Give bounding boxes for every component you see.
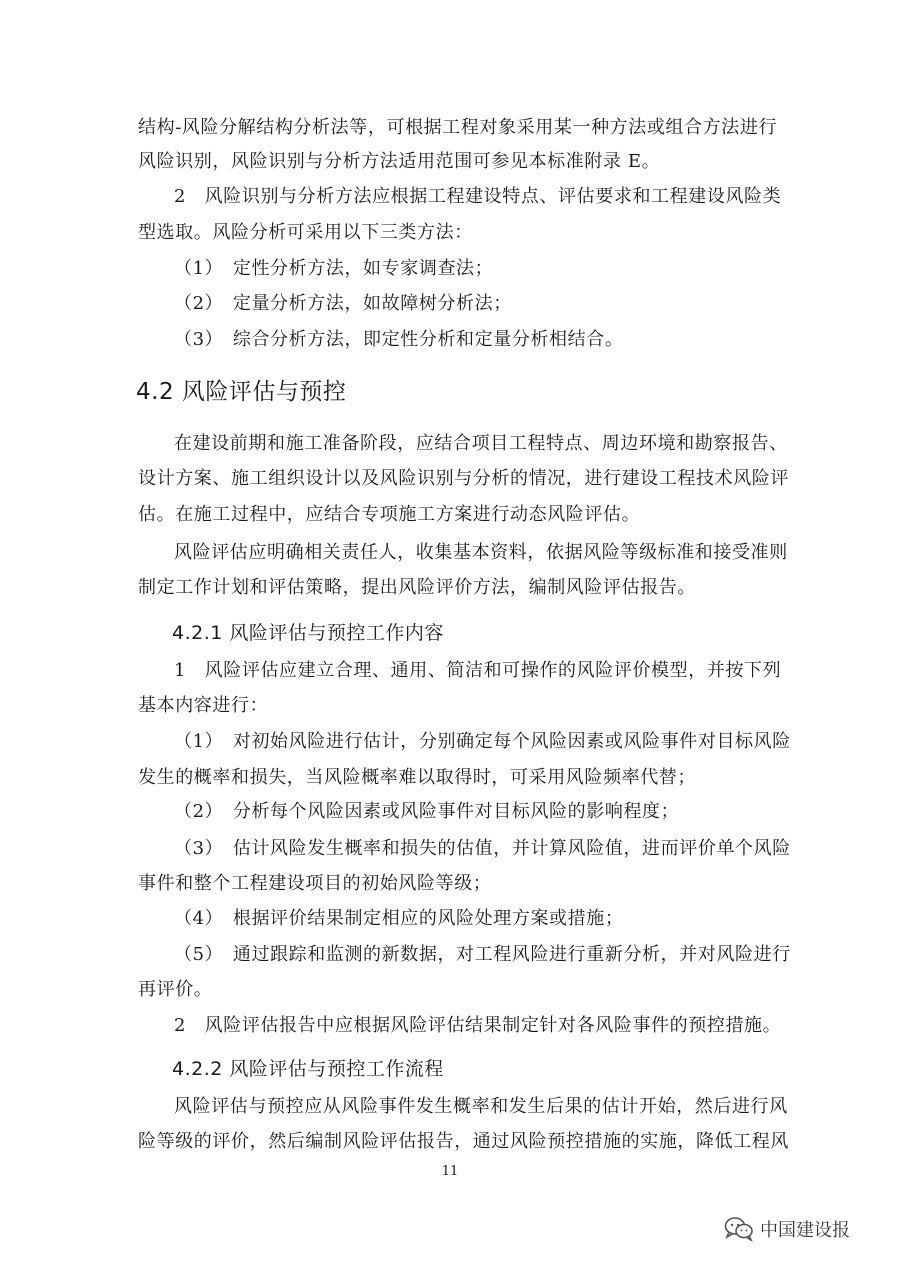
body-line: 2 风险评估报告中应根据风险评估结果制定针对各风险事件的预控措施。 [174,1015,782,1036]
page-number: 11 [441,1164,459,1179]
list-item: （1） 对初始风险进行估计，分别确定每个风险因素或风险事件对目标风险 [174,731,791,752]
list-item-cont: 发生的概率和损失，当风险概率难以取得时，可采用风险频率代替； [138,767,696,788]
paragraph-line: 制定工作计划和评估策略，提出风险评价方法，编制风险评估报告。 [138,577,696,598]
list-item: （2） 定量分析方法，如故障树分析法； [174,293,512,314]
section-heading-4-2-2: 4.2.2 风险评估与预控工作流程 [172,1058,444,1080]
watermark [724,1216,850,1242]
paragraph-line: 设计方案、施工组织设计以及风险识别与分析的情况，进行建设工程技术风险评 [138,468,789,489]
list-item: （5） 通过跟踪和监测的新数据，对工程风险进行重新分析，并对风险进行 [174,944,791,965]
wechat-icon [724,1216,754,1242]
list-item: （3） 估计风险发生概率和损失的估值，并计算风险值，进而评价单个风险 [174,838,791,859]
list-item: （3） 综合分析方法，即定性分析和定量分析相结合。 [174,329,624,350]
list-item-cont: 再评价。 [138,979,213,1000]
body-line: 1 风险评估应建立合理、通用、简洁和可操作的风险评价模型，并按下列 [174,660,782,681]
section-heading-4-2: 4.2 风险评估与预控 [136,379,347,405]
watermark-text: 中国建设报 [760,1220,850,1241]
section-heading-4-2-1: 4.2.1 风险评估与预控工作内容 [172,622,444,644]
body-line: 2 风险识别与分析方法应根据工程建设特点、评估要求和工程建设风险类 [174,186,782,207]
body-line: 型选取。风险分析可采用以下三类方法： [138,222,473,243]
list-item: （2） 分析每个风险因素或风险事件对目标风险的影响程度； [174,801,680,822]
body-line: 结构-风险分解结构分析法等，可根据工程对象采用某一种方法或组合方法进行 [138,117,778,138]
list-item: （4） 根据评价结果制定相应的风险处理方案或措施； [174,908,624,929]
body-line: 风险识别，风险识别与分析方法适用范围可参见本标准附录 E。 [138,151,661,172]
body-line: 险等级的评价，然后编制风险评估报告，通过风险预控措施的实施，降低工程风 [138,1131,789,1152]
paragraph-line: 在建设前期和施工准备阶段，应结合项目工程特点、周边环境和勘察报告、 [174,433,788,454]
list-item: （1） 定性分析方法，如专家调查法； [174,258,494,279]
list-item-cont: 事件和整个工程建设项目的初始风险等级； [138,873,492,894]
body-line: 基本内容进行： [138,695,269,716]
paragraph-line: 估。在施工过程中，应结合专项施工方案进行动态风险评估。 [138,504,641,525]
body-line: 风险评估与预控应从风险事件发生概率和发生后果的估计开始，然后进行风 [174,1096,788,1117]
paragraph-line: 风险评估应明确相关责任人，收集基本资料，依据风险等级标准和接受准则 [174,542,788,563]
